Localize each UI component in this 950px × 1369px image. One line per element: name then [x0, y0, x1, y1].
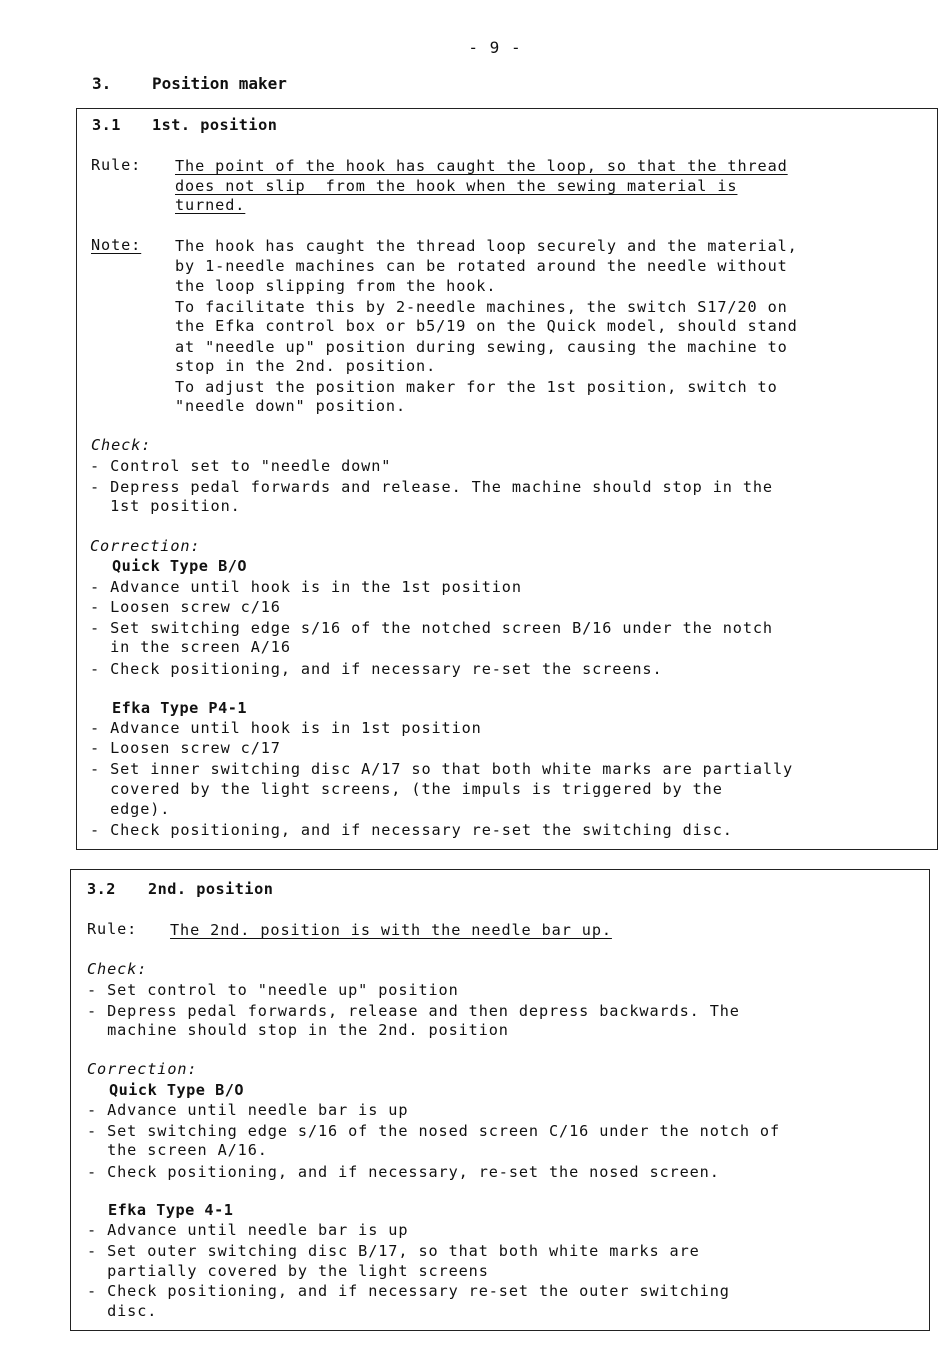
efka-step: - Loosen screw c/17	[90, 739, 281, 757]
efka-type-title: Efka Type P4-1	[112, 699, 248, 717]
subsection-title: 2nd. position	[148, 880, 274, 898]
note-text-line: The hook has caught the thread loop securely and the material,	[175, 237, 798, 255]
efka-step: edge).	[90, 800, 171, 818]
rule-text-line: does not slip from the hook when the sewing material is	[175, 177, 738, 195]
efka-step: partially covered by the light screens	[87, 1262, 489, 1280]
correction-label: Correction:	[90, 537, 201, 555]
efka-step: - Check positioning, and if necessary re-set the outer switching	[87, 1282, 730, 1300]
efka-step: - Check positioning, and if necessary re-set the switching disc.	[90, 821, 733, 839]
note-text-line: the Efka control box or b5/19 on the Quick model, should stand	[175, 317, 798, 335]
section-title: Position maker	[152, 74, 287, 93]
efka-step: - Set outer switching disc B/17, so that both white marks are	[87, 1242, 700, 1260]
check-item: - Depress pedal forwards and release. The machine should stop in the	[90, 478, 773, 496]
quick-step: - Advance until needle bar is up	[87, 1101, 409, 1119]
efka-step: covered by the light screens, (the impuls is triggered by the	[90, 780, 723, 798]
efka-step: disc.	[87, 1302, 158, 1320]
quick-type-title: Quick Type B/O	[109, 1081, 245, 1099]
note-text-line: by 1-needle machines can be rotated around the needle without	[175, 257, 788, 275]
quick-step: - Check positioning, and if necessary re-set the screens.	[90, 660, 663, 678]
quick-step: in the screen A/16	[90, 638, 291, 656]
quick-step: - Loosen screw c/16	[90, 598, 281, 616]
efka-step: - Advance until hook is in 1st position	[90, 719, 482, 737]
note-text-line: stop in the 2nd. position.	[175, 357, 437, 375]
note-text-line: To adjust the position maker for the 1st position, switch to	[175, 378, 778, 396]
subsection-number: 3.2	[87, 880, 116, 898]
section-number: 3.	[92, 74, 112, 93]
efka-step: - Advance until needle bar is up	[87, 1221, 409, 1239]
subsection-title: 1st. position	[152, 116, 278, 134]
note-text-line: the loop slipping from the hook.	[175, 277, 497, 295]
note-text-line: To facilitate this by 2-needle machines, the switch S17/20 on	[175, 298, 788, 316]
check-item: - Control set to "needle down"	[90, 457, 392, 475]
section-heading	[92, 74, 287, 93]
efka-step: - Set inner switching disc A/17 so that both white marks are partially	[90, 760, 794, 778]
note-label: Note:	[91, 236, 142, 254]
rule-text-line: The point of the hook has caught the loop, so that the thread	[175, 157, 788, 175]
efka-type-title: Efka Type 4-1	[108, 1201, 234, 1219]
check-label: Check:	[91, 436, 152, 454]
rule-label: Rule:	[91, 156, 142, 174]
check-item: - Set control to "needle up" position	[87, 981, 459, 999]
quick-step: - Check positioning, and if necessary, re-set the nosed screen.	[87, 1163, 720, 1181]
correction-label: Correction:	[87, 1060, 198, 1078]
quick-step: - Set switching edge s/16 of the nosed screen C/16 under the notch of	[87, 1122, 781, 1140]
note-text-line: "needle down" position.	[175, 397, 407, 415]
quick-step: - Advance until hook is in the 1st position	[90, 578, 522, 596]
check-item: 1st position.	[90, 497, 241, 515]
rule-text: The 2nd. position is with the needle bar up.	[170, 921, 612, 939]
rule-text-line: turned.	[175, 196, 246, 214]
subsection-number: 3.1	[92, 116, 121, 134]
note-text-line: at "needle up" position during sewing, causing the machine to	[175, 338, 788, 356]
quick-step: the screen A/16.	[87, 1141, 268, 1159]
rule-label: Rule:	[87, 920, 138, 938]
quick-type-title: Quick Type B/O	[112, 557, 248, 575]
check-item: machine should stop in the 2nd. position	[87, 1021, 509, 1039]
check-label: Check:	[87, 960, 148, 978]
check-item: - Depress pedal forwards, release and then depress backwards. The	[87, 1002, 740, 1020]
page-number: - 9 -	[468, 38, 522, 57]
quick-step: - Set switching edge s/16 of the notched screen B/16 under the notch	[90, 619, 773, 637]
